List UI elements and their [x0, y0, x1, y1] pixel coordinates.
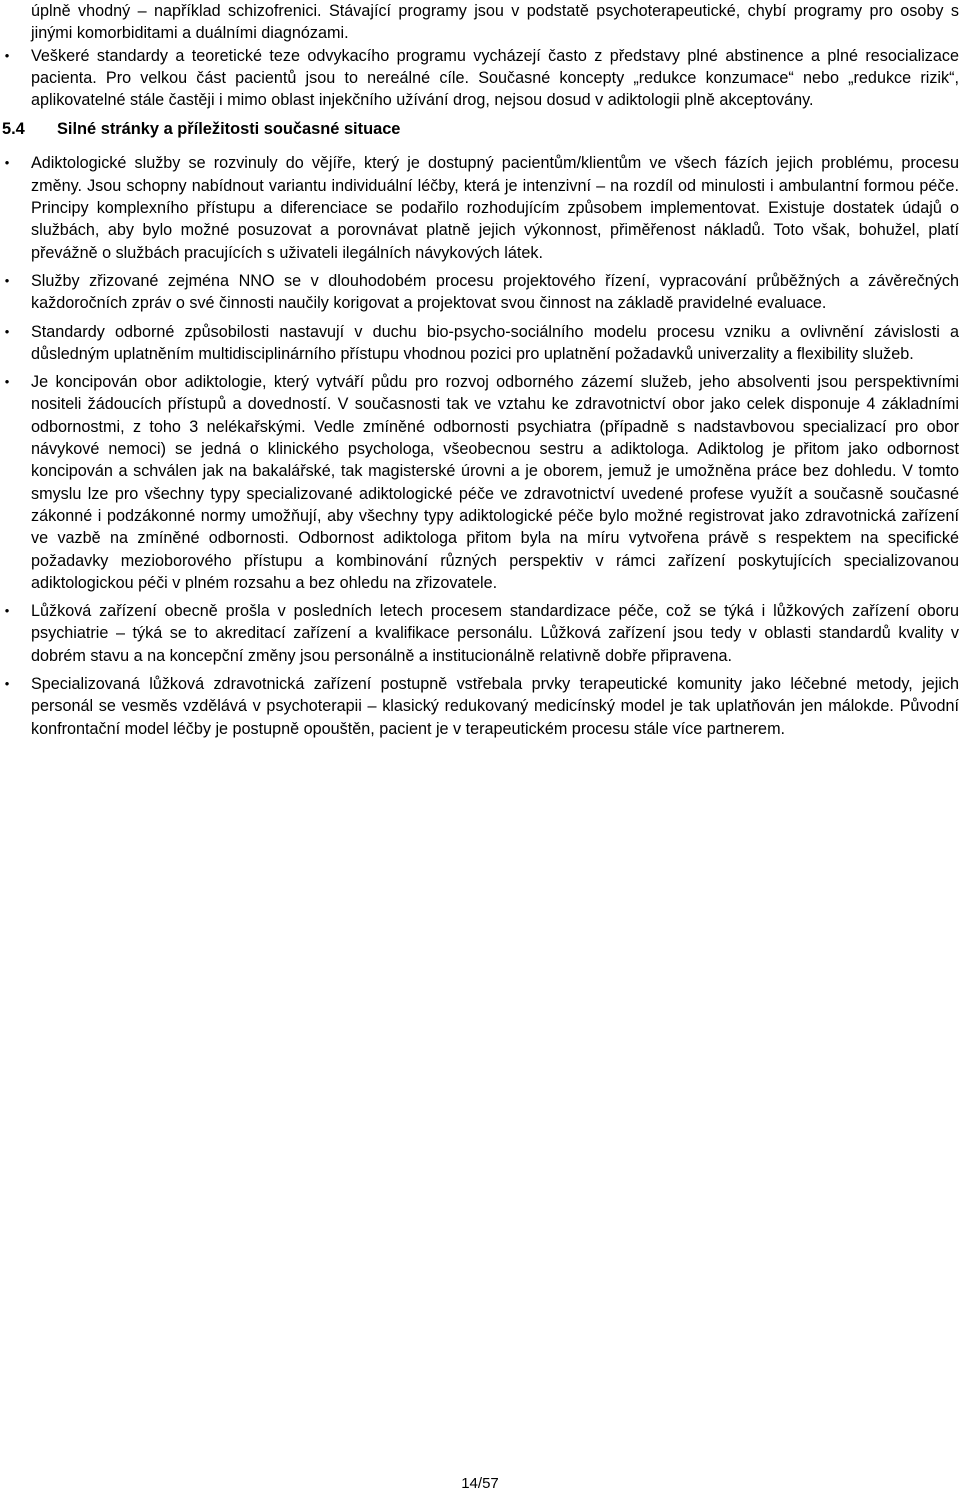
section-number: 5.4 — [2, 120, 25, 139]
list-item-text: Služby zřizované zejména NNO se v dlouhodobém procesu projektového řízení, vypracování průběžných a závěrečných každoročních zpráv o své činnosti naučily korigovat a projektovat svou činnost na základě pravidelné evaluace. — [31, 271, 959, 313]
list-item — [4, 270, 959, 315]
page-number: 14/57 — [461, 1475, 499, 1492]
list-item-text: Adiktologické služby se rozvinuly do vějíře, který je dostupný pacientům/klientům ve všech fázích jejich problému, procesu změny. Jsou schopny nabídnout variantu individuální léčby, která je intenzivní – na rozdíl od minulosti i ambulantní formou péče. Principy komplexního přístupu a diferenciace se podařilo rozhodujícím způsobem implementovat. Existuje dostatek údajů o službách, aby bylo možné posuzovat a porovnávat platně jejich výkonnost, přiměřenost nákladů. Toto však, bohužel, platí převážně o službách pracujících s uživateli ilegálních návykových látek. — [31, 154, 959, 262]
strengths-bullet-list — [4, 152, 959, 739]
section-heading — [2, 118, 959, 140]
continuation-paragraph: úplně vhodný – například schizofrenici. Stávající programy jsou v podstatě psychoterapeutické, chybí programy pro osoby s jinými komorbiditami a duálními diagnózami. — [31, 2, 959, 43]
list-item-text: Lůžková zařízení obecně prošla v posledních letech procesem standardizace péče, což se týká i lůžkových zařízení oboru psychiatrie – týká se to akreditací zařízení a kvalifikace personálu. Lůžková zařízení jsou tedy v oblasti standardů kvality v dobrém stavu a na koncepční změny jsou personálně a institucionálně relativně dobře připravena. — [31, 602, 959, 665]
bullet-icon: • — [4, 155, 10, 171]
list-item — [4, 673, 959, 740]
page-content — [2, 0, 959, 746]
bullet-icon: • — [4, 603, 10, 619]
list-item — [4, 45, 959, 112]
list-item — [4, 321, 959, 366]
list-item-text: Specializovaná lůžková zdravotnická zařízení postupně vstřebala prvky terapeutické komunity jako léčebné metody, jejich personál se vesměs vzdělává v psychoterapii – klasický redukovaný medicínský model je tak uplatňován jen málokde. Původní konfrontační model léčby je postupně opouštěn, pacient je v terapeutickém procesu stále více partnerem. — [31, 675, 959, 738]
top-bullet-list — [4, 45, 959, 112]
bullet-icon: • — [4, 47, 10, 63]
list-item-text: Standardy odborné způsobilosti nastavují v duchu bio-psycho-sociálního modelu procesu vzniku a ovlivnění závislosti a důsledným uplatněním multidisciplinárního přístupu vhodnou pozici pro uplatnění požadavků univerzality a flexibility služeb. — [31, 322, 959, 363]
list-item — [4, 152, 959, 263]
bullet-icon: • — [4, 272, 10, 288]
list-item-text: Je koncipován obor adiktologie, který vytváří půdu pro rozvoj odborného zázemí služeb, jeho absolventi jsou perspektivními nositeli žádoucích přístupů a dovedností. V současnosti tak ve vztahu ke zdravotnictví obor jako celek disponuje 4 základními odbornostmi, z toho 3 nelékařskými. Vedle zmíněné odbornosti psychiatra (případně s nadstavbovou specializací pro obor návykové nemoci) se jedná o klinického psychologa, všeobecnou sestru a adiktologa. Adiktolog je přitom jako odbornost koncipován a schválen jak na bakalářské, tak magisterské úrovni a je oborem, jemuž je umožněna práce bez dohledu. V tomto smyslu lze pro všechny typy specializované adiktologické péče ve zdravotnictví uvedené profese využít a současně současné zákonné i podzákonné normy umožňují, aby všechny typy adiktologické péče bylo možné registrovat jako zdravotnická zařízení ve vazbě na zmíněné odbornosti. Odbornost adiktologa přitom byla na míru vytvořena právě s respektem na specifické požadavky mezioborového přístupu a kombinování různých perspektiv v rámci zařízení poskytujících specializovanou adiktologickou péči v plném rozsahu a bez ohledu na zřizovatele. — [31, 373, 959, 592]
bullet-icon: • — [4, 323, 10, 339]
list-item-text: Veškeré standardy a teoretické teze odvykacího programu vycházejí často z představy plné abstinence a plné resocializace pacienta. Pro velkou část pacientů jsou to nereálné cíle. Současné koncepty „redukce konzumace“ nebo „redukce rizik“, aplikovatelné stále častěji i mimo oblast injekčního užívání drog, nejsou dosud v adiktologii plně akceptovány. — [31, 46, 959, 110]
bullet-icon: • — [4, 676, 10, 692]
list-item — [4, 600, 959, 667]
bullet-icon: • — [4, 374, 10, 390]
section-title: Silné stránky a příležitosti současné situace — [57, 120, 401, 139]
list-item — [4, 371, 959, 594]
